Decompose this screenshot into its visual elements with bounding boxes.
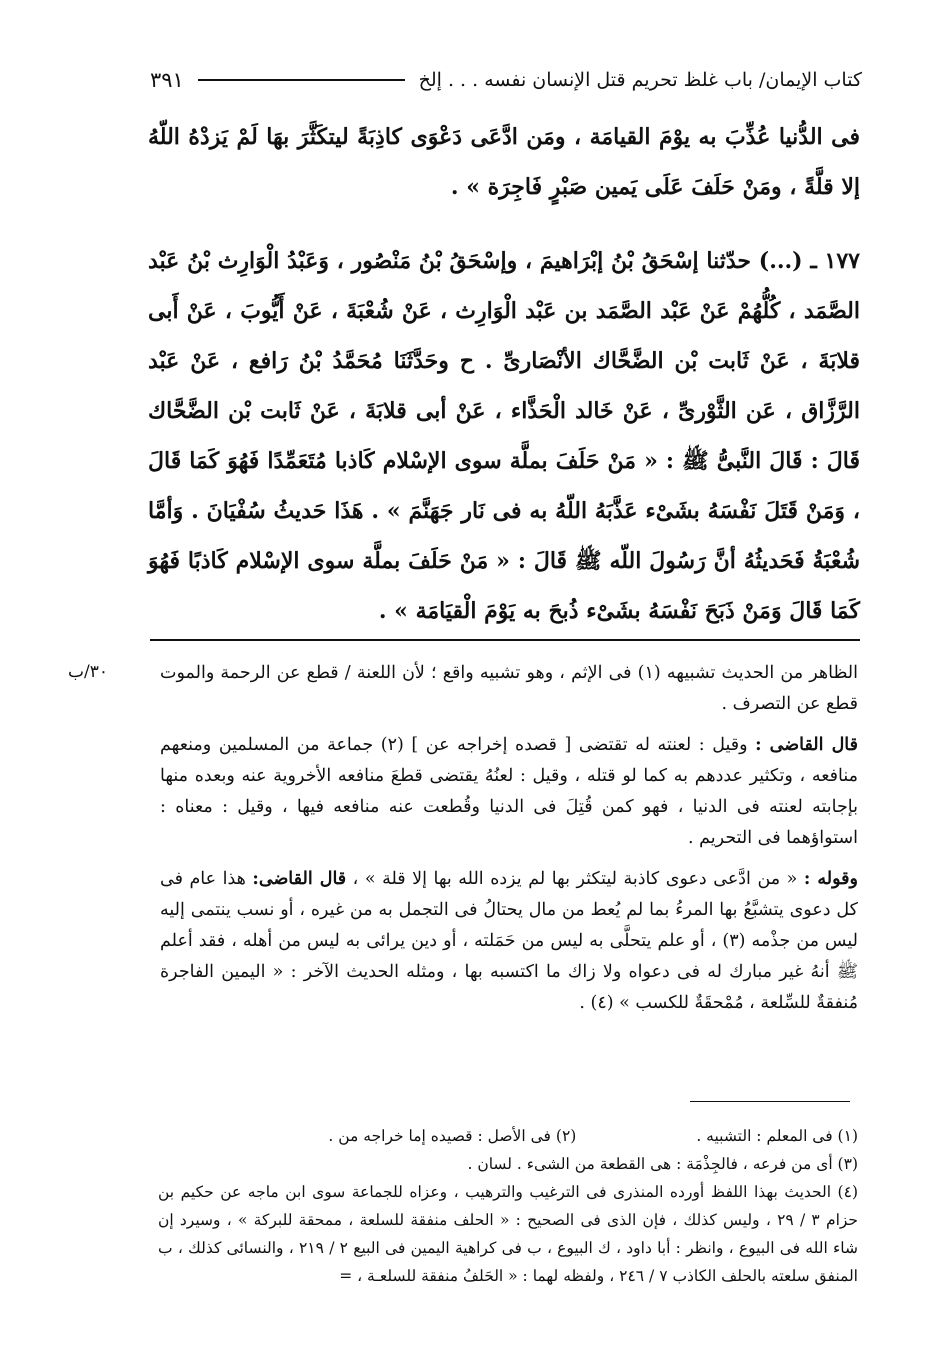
commentary-paragraph-2-text: وقيل : لعنته له تقتضى [ قصده إخراجه عن ] (٢) جماعة من المسلمين ومنعهم منافعه ، وتكثير عددهم به كما لو قتله ، وقيل : لعنُهُ يقتضى قطعَ منافعه الأخروية عنه وبعده منها بإجابته لعنته فى الدنيا ، فهو كمن قُتِلَ فى الدنيا وقُطعت عنه منافعه فيها ، وقيل : معناه : استواؤهما فى التحريم .	[160, 735, 858, 848]
commentary-paragraph-3-text: هذا عام فى كل دعوى يتشبَّعُ بها المرءُ بما لم يُعط من مال يحتالُ فى التجمل به من غيره ، أو نسب ينتمى إليه ليس من جذْمه (٣) ، أو علم يتحلَّى به ليس من حَمَلته ، أو دين يرائى به ليس من أهله ، فقد أعلم ﷺ أنهُ غير مبارك له فى دعواه ولا زاك ما اكتسبه بها ، ومثله الحديث الآخر : « اليمين الفاجرة مُنفقةٌ للسِّلعة ، مُمْحقَةٌ للكسب » (٤) .	[160, 869, 858, 1013]
footnote-1: (١) فى المعلم : التشبيه .	[696, 1127, 858, 1145]
running-header-title: كتاب الإيمان/ باب غلظ تحريم قتل الإنسان نفسه . . . إلخ	[418, 69, 862, 91]
commentary-block	[160, 658, 858, 1019]
commentary-paragraph-2	[160, 730, 858, 854]
commentary-paragraph-3	[160, 864, 858, 1019]
footnote-3: (٣) أى من فرعه ، فالجِذْمَة : هى القطعة من الشىء . لسان .	[467, 1155, 858, 1173]
hadith-177-paragraph: ١٧٧ ـ (...) حدّثنا إسْحَقُ بْنُ إبْرَاهيمَ ، وإسْحَقُ بْنُ مَنْصُور ، وَعَبْدُ الْوَارِث بْنُ عَبْد الصَّمَد ، كُلُّهُمْ عَنْ عَبْد الصَّمَد بن عَبْد الْوَارِث ، عَنْ شُعْبَةَ ، عَنْ أَيُّوبَ ، عَنْ أَبى قلابَةَ ، عَنْ ثَابت بْن الضَّحَّاك الأنْصَارىِّ . ح وحَدَّثَنَا مُحَمَّدُ بْنُ رَافع ، عَنْ عَبْد الرَّزَّاق ، عَن الثَّوْرىِّ ، عَنْ خَالد الْحَذَّاء ، عَنْ أبى قلابَةَ ، عَنْ ثَابت بْن الضَّحَّاك قَالَ : قَالَ النَّبىُّ ﷺ : « مَنْ حَلَفَ بملَّة سوى الإسْلام كَاذبا مُتَعَمِّدًا فَهُوَ كَمَا قَالَ ، وَمَنْ قَتَلَ نَفْسَهُ بشَىْء عَذَّبَهُ اللّهُ به فى نَار جَهَنَّمَ » . هَذَا حَديثُ سُفْيَانَ . وَأمَّا شُعْبَةُ فَحَديثُهُ أنَّ رَسُولَ اللّه ﷺ قَالَ : « مَنْ حَلَفَ بملَّة سوى الإسْلام كَاذبًا فَهُوَ كَمَا قَالَ وَمَنْ ذَبَحَ نَفْسَهُ بشَىْء ذُبحَ به يَوْمَ الْقيَامَة » .	[148, 248, 861, 624]
footnote-2: (٢) فى الأصل : قصيده إما خراجه من .	[328, 1127, 577, 1145]
qawluhu-label: وقوله :	[803, 869, 858, 889]
footnote-row-1-2	[158, 1122, 858, 1150]
hadith-continued-paragraph: فى الدُّنيا عُذِّبَ به يوْمَ القيامَة ، ومَن ادَّعَى دَعْوَى كاذِبَةً ليتكَثَّرَ بهَا لَمْ يَزدْهُ اللّهُ إلا قلَّةً ، ومَنْ حَلَفَ عَلَى يَمين صَبْرٍ فَاجِرَة » .	[148, 124, 860, 200]
commentary-quote: « من ادَّعى دعوى كاذبة ليتكثر بها لم يزده الله بها إلا قلة » ،	[346, 869, 804, 889]
folio-marker: ٣٠/ب	[68, 662, 108, 682]
footnote-divider	[690, 1101, 850, 1102]
header-rule	[198, 79, 405, 81]
footnotes-block	[158, 1122, 858, 1290]
footnote-4: (٤) الحديث بهذا اللفظ أورده المنذرى فى الترغيب والترهيب ، وعزاه للجماعة سوى ابن ماجه عن حكيم بن حزام ٣ / ٢٩ ، وليس كذلك ، فإن الذى فى الصحيح : « الحلف منفقة للسلعة ، ممحقة للبركة » ، وسيرد إن شاء الله فى البيوع ، وانظر : أبا داود ، ك البيوع ، ب فى كراهية اليمين فى البيع ٢ / ٢١٩ ، والنسائى كذلك ، ب المنفق سلعته بالحلف الكاذب ٧ / ٢٤٦ ، ولفظه لهما : « الحَلفُ منفقة للسلعـة ، =	[158, 1183, 859, 1285]
commentary-paragraph-1: الظاهر من الحديث تشبيهه (١) فى الإثم ، وهو تشبيه واقع ؛ لأن اللعنة / قطع عن الرحمة والموت قطع عن التصرف .	[160, 663, 858, 714]
running-header	[150, 64, 862, 96]
qadi-label-2: قال القاضى:	[252, 869, 347, 889]
hadith-main-text	[148, 112, 860, 636]
main-text-divider	[150, 639, 860, 641]
page-number: ٣٩١	[150, 68, 184, 92]
qadi-label: قال القاضى :	[755, 735, 859, 755]
